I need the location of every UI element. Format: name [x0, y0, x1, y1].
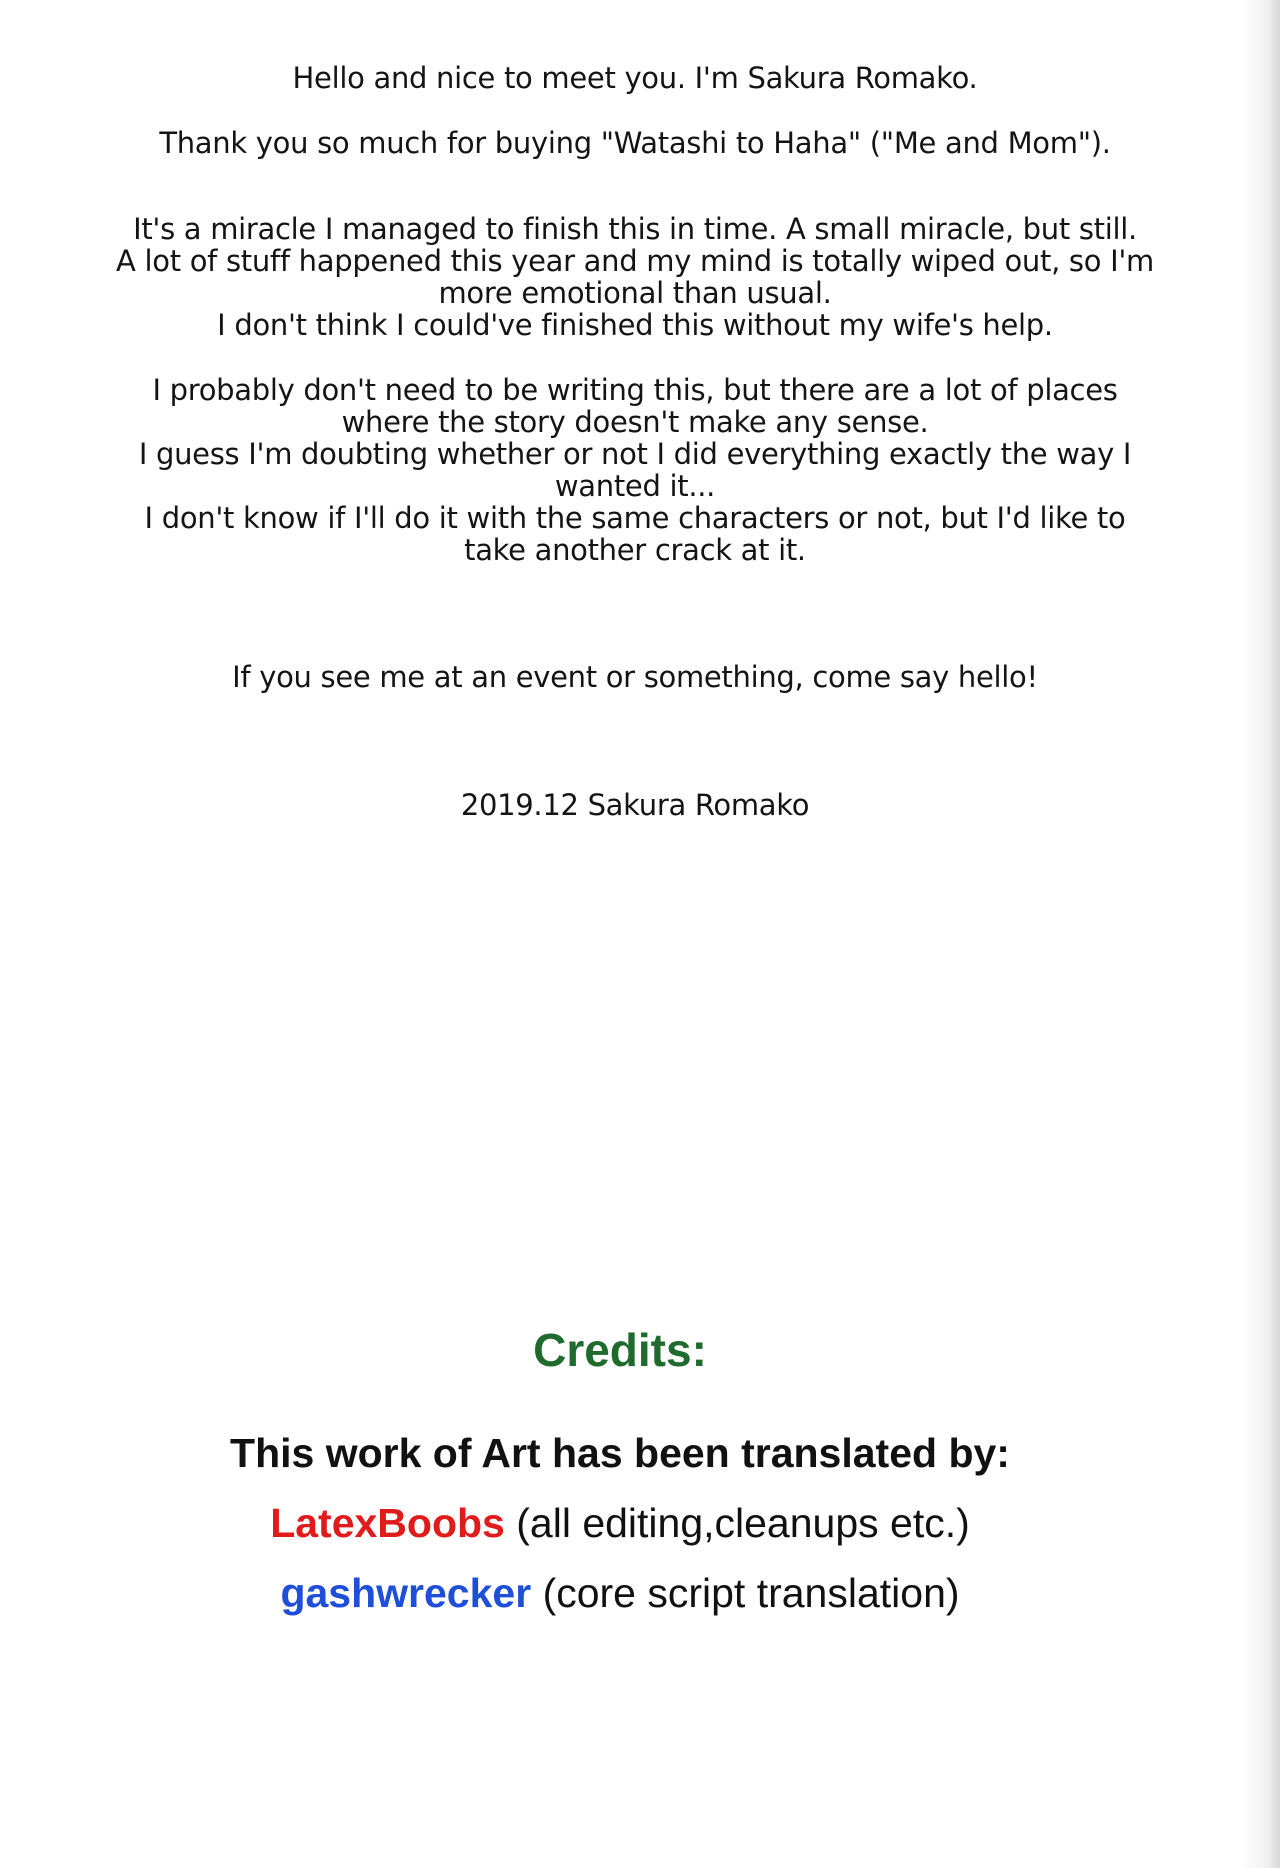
credits-subtitle: This work of Art has been translated by:: [230, 1430, 1010, 1476]
credits-title: Credits:: [533, 1324, 707, 1376]
credits-section: [60, 1320, 1180, 1620]
paragraph2-line: take another crack at it.: [464, 533, 806, 567]
paragraph1-line: It's a miracle I managed to finish this in time. A small miracle, but still.: [133, 212, 1137, 246]
signature-line: 2019.12 Sakura Romako: [460, 788, 810, 822]
greeting-line: Hello and nice to meet you. I'm Sakura Romako.: [292, 61, 978, 95]
credit-entry-editor: [60, 1496, 1180, 1550]
paragraph2-line: wanted it...: [554, 469, 716, 503]
credit-role: (core script translation): [531, 1570, 960, 1616]
credit-role: (all editing,cleanups etc.): [504, 1500, 970, 1546]
paragraph1-line: more emotional than usual.: [438, 276, 832, 310]
paragraph1-line: A lot of stuff happened this year and my mind is totally wiped out, so I'm: [116, 244, 1154, 278]
paragraph2-line: I don't know if I'll do it with the same characters or not, but I'd like to: [144, 501, 1126, 535]
page-edge-shadow: [1240, 0, 1280, 1868]
credit-name: gashwrecker: [280, 1570, 532, 1616]
paragraph2-line: I guess I'm doubting whether or not I did everything exactly the way I: [138, 437, 1132, 471]
afterword-text: [60, 62, 1210, 821]
thanks-line: Thank you so much for buying "Watashi to Haha" ("Me and Mom").: [159, 126, 1111, 160]
paragraph1-line: I don't think I could've finished this without my wife's help.: [217, 308, 1053, 342]
credit-name: LatexBoobs: [270, 1500, 505, 1546]
credit-entry-translator: [60, 1566, 1180, 1620]
closing-line: If you see me at an event or something, come say hello!: [232, 660, 1038, 694]
paragraph2-line: where the story doesn't make any sense.: [341, 405, 929, 439]
paragraph2-line: I probably don't need to be writing this, but there are a lot of places: [152, 373, 1118, 407]
